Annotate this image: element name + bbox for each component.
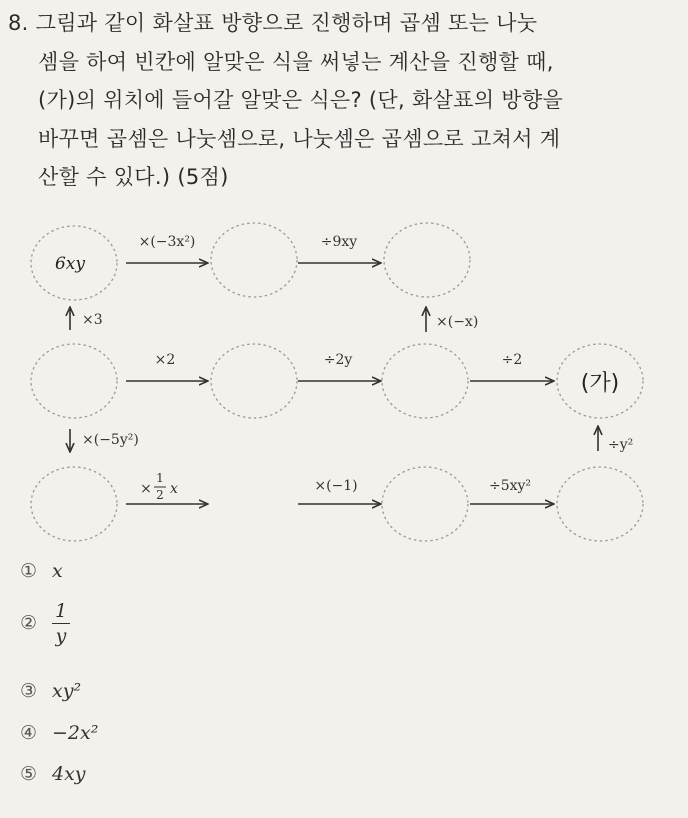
op-up-left: ×3 [82,312,103,328]
op-r2-1: ×2 [154,352,176,368]
box-r2c1 [31,344,117,418]
question-line-2: 셈을 하여 빈칸에 알맞은 식을 써넣는 계산을 진행할 때, [38,49,554,74]
choice-3-expr: xy² [52,680,82,702]
op-r2-2: ÷2y [323,352,353,368]
op-r3-1-num: 1 [156,471,164,485]
choice-1-number: ① [20,560,38,582]
op-r3-1-times: × [140,481,152,497]
op-down-left: ×(−5y²) [82,432,139,448]
choice-1[interactable] [20,560,63,582]
box-r3c4 [557,467,643,541]
start-value: 6xy [54,254,86,274]
target-label: (가) [580,371,620,396]
box-r3c3 [382,467,468,541]
choice-2[interactable] [20,599,70,648]
box-r1c3 [384,223,470,297]
choice-5-expr: 4xy [52,763,86,785]
op-r2-3: ÷2 [501,352,523,368]
question-line-3: (가)의 위치에 들어갈 알맞은 식은? (단, 화살표의 방향을 [38,88,564,112]
op-r1-2: ÷9xy [320,234,358,250]
choice-2-number: ② [20,611,38,634]
question-line-1: 8. 그림과 같이 화살표 방향으로 진행하며 곱셈 또는 나눗 [8,11,538,35]
box-r1c2 [211,223,297,297]
choice-4-expr: −2x² [52,722,99,744]
choice-5[interactable] [20,763,86,785]
choice-2-denominator: y [55,625,67,647]
op-up-right: ÷y² [608,437,634,453]
op-up-mid: ×(−x) [436,314,479,330]
choice-4-number: ④ [20,722,38,744]
op-r3-2: ×(−1) [314,478,358,494]
op-r3-3: ÷5xy² [488,478,532,494]
choice-3[interactable] [20,680,81,702]
question-line-5: 산할 수 있다.) (5점) [38,165,229,189]
op-r3-1-var: x [170,481,178,497]
choice-2-fraction [52,599,70,648]
choice-2-numerator: 1 [52,599,70,624]
box-r3c1 [31,467,117,541]
choice-5-number: ⑤ [20,763,38,785]
op-r3-1-den: 2 [156,488,164,502]
question-line-4: 바꾸면 곱셈은 나눗셈으로, 나눗셈은 곱셈으로 고쳐서 계 [38,126,561,151]
box-r2c3 [382,344,468,418]
choice-1-expr: x [52,560,63,582]
box-r2c2 [211,344,297,418]
choice-4[interactable] [20,722,98,744]
choice-3-number: ③ [20,680,38,702]
op-r1-1: ×(−3x²) [138,234,196,250]
